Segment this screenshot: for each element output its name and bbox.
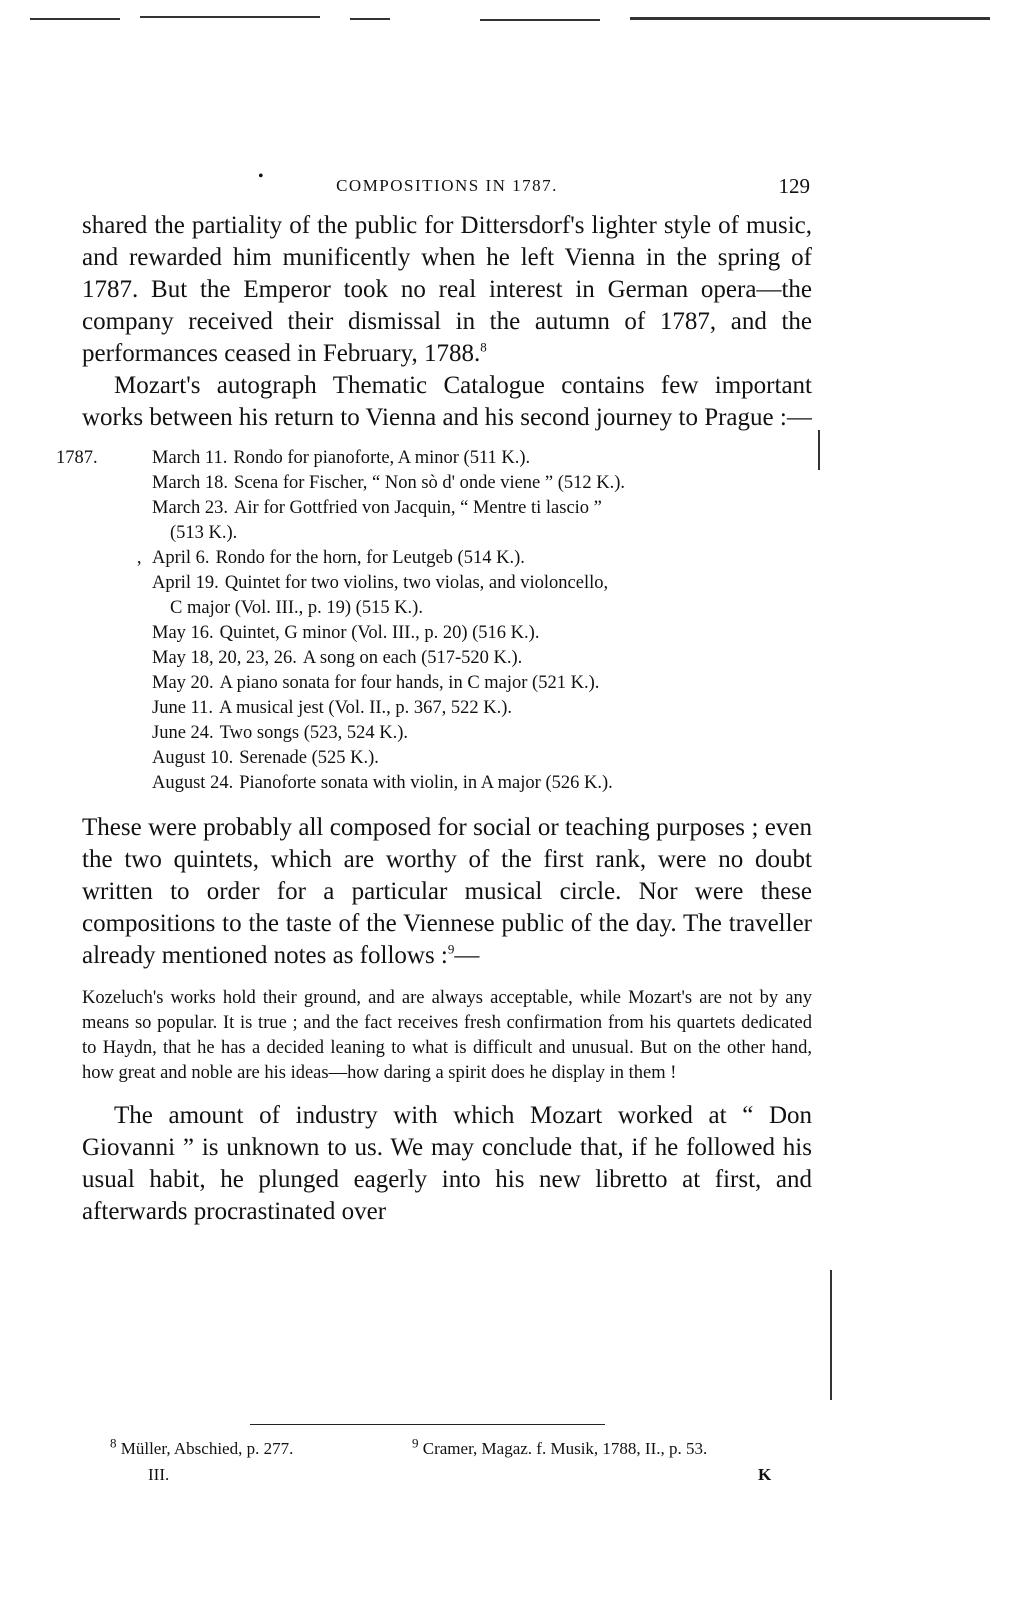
stray-tick-mark: ‚ <box>136 548 143 568</box>
list-item: March 23. Air for Gottfried von Jacquin, “ Mentre ti lascio ” (513 K.). <box>152 498 602 543</box>
page-number: 129 <box>778 174 810 198</box>
list-item: 1787. March 11. Rondo for pianoforte, A minor (511 K.). <box>56 446 812 471</box>
footnote-8: $^8$ Müller, Abschied, p. 277. <box>110 1435 294 1458</box>
paragraph-2: Mozart's autograph Thematic Catalogue contains few important works between his return to Vienna and his second journey to Prague :— <box>82 372 812 431</box>
list-item: March 18. Scena for Fischer, “ Non sò d' onde viene ” (512 K.). <box>152 473 626 493</box>
paragraph-3: These were probably all composed for social or teaching purposes ; even the two quintets, which are worthy of the first rank, were no doubt written to order for a particular musical circle. Nor were these compositions to the taste of the Viennese public of the day. The traveller already mentioned notes as follows :$^9$— <box>82 814 812 969</box>
paragraph-1: shared the partiality of the public for Dittersdorf's lighter style of music, and rewarded him munificently when he left Vienna in the spring of 1787. But the Emperor took no real interest in German opera—the company received their dismissal in the autumn of 1787, and the performances ceased in February, 1788.$^8$ <box>82 212 812 367</box>
block-quote: Kozeluch's works hold their ground, and are always acceptable, while Mozart's are not by any means so popular. It is true ; and the fact receives fresh confirmation from his quartets dedicated to Haydn, that he has a decided leaning to what is difficult and unusual. But on the other hand, how great and noble are his ideas—how daring a spirit does he display in them ! <box>82 988 812 1083</box>
page-body <box>56 168 812 1228</box>
margin-pencil-mark <box>830 1270 832 1400</box>
margin-pencil-mark <box>818 430 820 470</box>
footnotes <box>110 1435 830 1484</box>
list-item: June 24. Two songs (523, 524 K.). <box>152 723 408 743</box>
catalogue-year: 1787. <box>56 448 98 468</box>
signature-volume: III. <box>148 1465 170 1484</box>
list-item: June 11. A musical jest (Vol. II., p. 367, 522 K.). <box>152 698 513 718</box>
scan-edge-noise <box>30 6 990 28</box>
list-item: April 19. Quintet for two violins, two violas, and violoncello, C major (Vol. III., p. 19) (515 K.). <box>152 573 609 618</box>
running-head <box>82 170 812 210</box>
stray-dot: • <box>258 168 264 185</box>
footnote-ref-8[interactable]: 8 <box>480 339 487 355</box>
paragraph-4: The amount of industry with which Mozart worked at “ Don Giovanni ” is unknown to us. We may conclude that, if he followed his usual habit, he plunged eagerly into his new libretto at first, and afterwards procrastinated over <box>82 1102 812 1225</box>
footnote-ref-9[interactable]: 9 <box>447 941 455 957</box>
thematic-catalogue-list <box>56 446 812 796</box>
list-item: August 10. Serenade (525 K.). <box>152 748 379 768</box>
running-title: COMPOSITIONS IN 1787. <box>336 176 558 195</box>
list-item: May 20. A piano sonata for four hands, in C major (521 K.). <box>152 673 600 693</box>
footnote-9: $^9$ Cramer, Magaz. f. Musik, 1788, II., p. 53. <box>412 1435 708 1458</box>
list-item: May 16. Quintet, G minor (Vol. III., p. 20) (516 K.). <box>152 623 540 643</box>
list-item: August 24. Pianoforte sonata with violin, in A major (526 K.). <box>152 773 613 793</box>
list-item: May 18, 20, 23, 26. A song on each (517-520 K.). <box>152 648 523 668</box>
footnote-rule <box>250 1424 605 1425</box>
list-item: ‚ April 6. Rondo for the horn, for Leutgeb (514 K.). <box>56 546 812 571</box>
signature-letter: K <box>758 1465 772 1484</box>
